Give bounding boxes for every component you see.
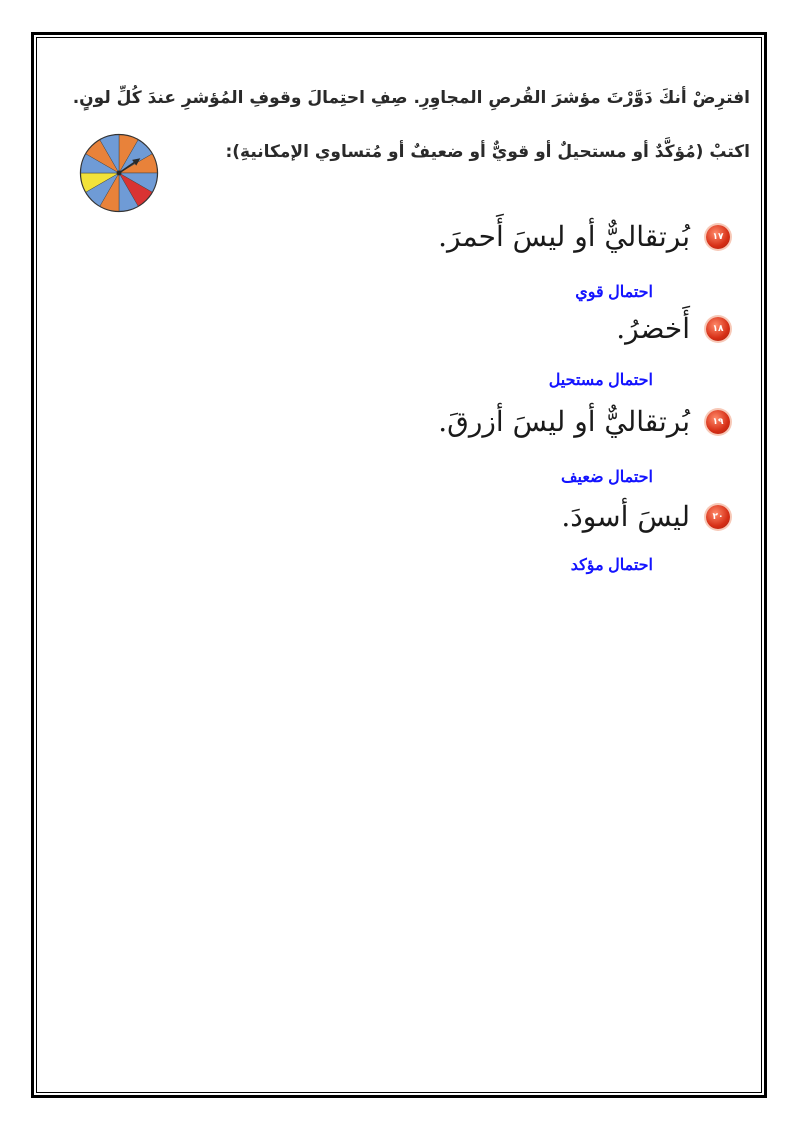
instruction-line-2: اكتبْ (مُؤكَّدٌ أو مستحيلٌ أو قويٌّ أو ضعيفٌ أو مُتساوي الإمكانيةِ):	[225, 142, 750, 162]
question-number-badge: ٢٠	[706, 505, 730, 529]
question-17	[438, 220, 730, 253]
question-text: أَخضرُ.	[616, 312, 690, 345]
instruction-line-1: افترِضْ أنكَ دَوَّرْتَ مؤشرَ القُرصِ المجاوِرِ. صِفِ احتِمالَ وقوفِ المُؤشرِ عندَ كُلِّ لونٍ.	[72, 88, 750, 108]
spinner-pivot	[117, 171, 122, 176]
answer-17: احتمال قوي	[575, 284, 653, 301]
question-number-badge: ١٨	[706, 317, 730, 341]
question-text: بُرتقاليٌّ أو ليسَ أزرقَ.	[438, 405, 690, 438]
question-19	[438, 405, 730, 438]
spinner-wheel	[78, 132, 160, 214]
question-20	[561, 500, 730, 533]
answer-18: احتمال مستحيل	[548, 372, 653, 389]
question-text: بُرتقاليٌّ أو ليسَ أَحمرَ.	[438, 220, 690, 253]
question-text: ليسَ أسودَ.	[561, 500, 690, 533]
answer-20: احتمال مؤكد	[570, 557, 653, 574]
question-18	[616, 312, 730, 345]
answer-19: احتمال ضعيف	[560, 469, 653, 486]
question-number-badge: ١٩	[706, 410, 730, 434]
question-number-badge: ١٧	[706, 225, 730, 249]
